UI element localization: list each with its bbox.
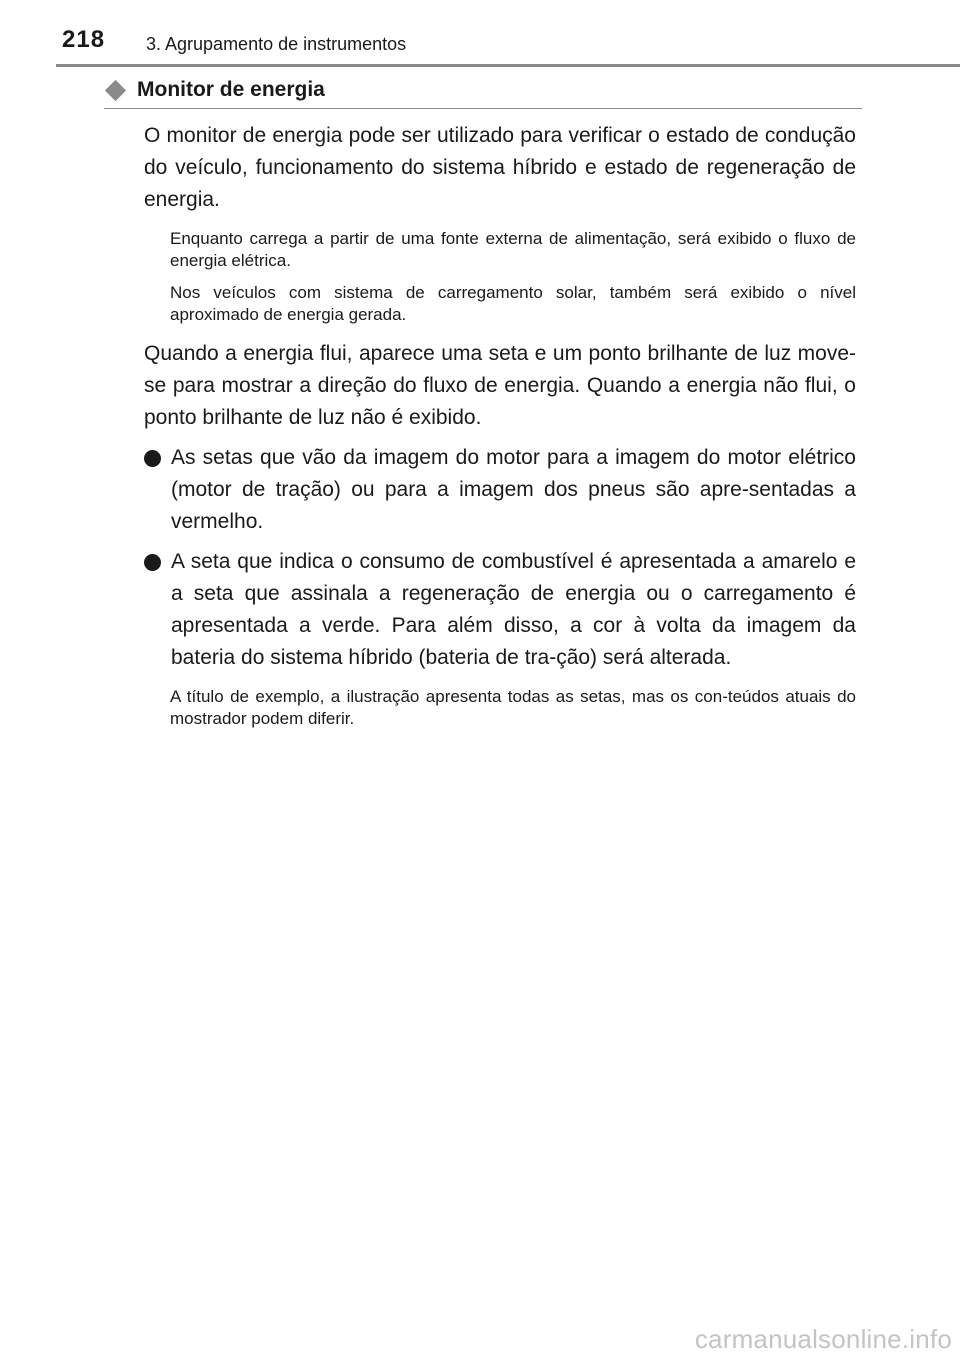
bullet-text-red-arrows: As setas que vão da imagem do motor para a imagem do motor elétrico (motor de tração) ou para a imagem dos pneus são apre-sentadas a vermelho. bbox=[171, 446, 856, 533]
note-paragraph-illustration: A título de exemplo, a ilustração apresenta todas as setas, mas os con-teúdos atuais do mostrador podem diferir. bbox=[170, 687, 856, 728]
bullet-text-yellow-green-arrows: A seta que indica o consumo de combustível é apresentada a amarelo e a seta que assinala a regeneração de energia ou o carregamento é apresentada a verde. Para além disso, a cor à volta da imagem da bateria do sistema híbrido (bateria de tra-ção) será alterada. bbox=[171, 550, 856, 669]
diamond-bullet-icon bbox=[105, 79, 126, 100]
page-number: 218 bbox=[62, 26, 106, 53]
energy-flow-paragraph: Quando a energia flui, aparece uma seta e um ponto brilhante de luz move-se para mostrar a direção do fluxo de energia. Quando a energia não flui, o ponto brilhante de luz não é exibido. bbox=[144, 342, 856, 429]
page-header bbox=[0, 0, 960, 66]
section-title: Monitor de energia bbox=[137, 78, 325, 101]
watermark: carmanualsonline.info bbox=[694, 1324, 952, 1354]
intro-paragraph: O monitor de energia pode ser utilizado para verificar o estado de condução do veículo, funcionamento do sistema híbrido e estado de regeneração de energia. bbox=[144, 124, 856, 211]
page-content bbox=[144, 120, 856, 730]
note-paragraph-solar-charge: Nos veículos com sistema de carregamento solar, também será exibido o nível aproximado de energia gerada. bbox=[170, 283, 856, 324]
list-item bbox=[144, 546, 856, 674]
bullet-dot-icon bbox=[144, 450, 161, 467]
header-divider bbox=[56, 64, 960, 67]
bullet-dot-icon bbox=[144, 554, 161, 571]
list-item bbox=[144, 442, 856, 538]
note-paragraph-external-charge: Enquanto carrega a partir de uma fonte externa de alimentação, será exibido o fluxo de energia elétrica. bbox=[170, 229, 856, 270]
chapter-title: 3. Agrupamento de instrumentos bbox=[146, 34, 407, 54]
section-heading bbox=[104, 78, 862, 109]
